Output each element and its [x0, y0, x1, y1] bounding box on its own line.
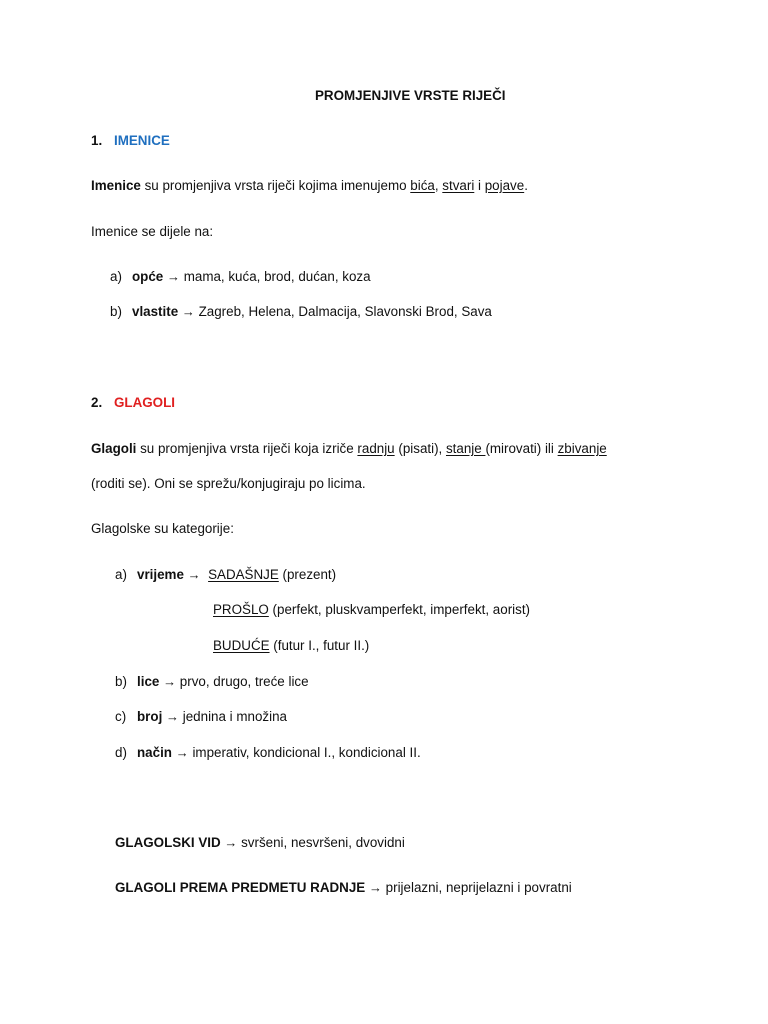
definition-text: su promjenjiva vrsta riječi koja izriče [136, 441, 358, 456]
term: Imenice [91, 178, 141, 193]
item-text: Zagreb, Helena, Dalmacija, Slavonski Brod, Sava [194, 304, 492, 319]
underlined-word: zbivanje [557, 441, 607, 456]
glagoli-prema-predmetu [115, 879, 572, 897]
list-item [110, 303, 492, 321]
term: lice [137, 674, 160, 689]
separator: i [474, 178, 485, 193]
tense-name: SADAŠNJE [208, 567, 279, 582]
underlined-word: radnju [357, 441, 395, 456]
term: vrijeme [137, 567, 184, 582]
arrow-right-icon: → [175, 745, 189, 760]
arrow-right-icon: → [181, 304, 195, 319]
tense-desc: (perfekt, pluskvamperfekt, imperfekt, aorist) [268, 602, 531, 617]
item-text: imperativ, kondicional I., kondicional II. [188, 745, 421, 760]
section-title: GLAGOLI [114, 395, 175, 410]
list-marker: a) [115, 567, 127, 582]
definition-text: su promjenjiva vrsta riječi kojima imenujemo [140, 178, 411, 193]
item-text: mama, kuća, brod, dućan, koza [180, 269, 371, 284]
arrow-right-icon: → [187, 567, 201, 582]
definition-text: (mirovati) ili [485, 441, 558, 456]
term: GLAGOLI PREMA PREDMETU RADNJE [115, 880, 366, 895]
underlined-word: stvari [442, 178, 475, 193]
separator: , [434, 178, 443, 193]
list-item-vrijeme [115, 566, 336, 584]
imenice-divide-text: Imenice se dijele na: [91, 224, 214, 239]
list-item [115, 708, 287, 726]
section-heading-imenice [91, 132, 170, 150]
tense-desc: (futur I., futur II.) [269, 638, 370, 653]
list-item [115, 673, 309, 691]
underlined-word: pojave [484, 178, 525, 193]
list-item [110, 268, 371, 286]
term: način [137, 745, 172, 760]
item-text: prijelazni, neprijelazni i povratni [381, 880, 572, 895]
imenice-definition [91, 177, 528, 195]
underlined-word: bića [410, 178, 435, 193]
separator: . [524, 178, 528, 193]
tense-line [213, 601, 530, 619]
list-marker: b) [115, 674, 127, 689]
item-text: jednina i množina [179, 709, 287, 724]
tense-desc: (prezent) [278, 567, 337, 582]
list-marker: c) [115, 709, 127, 724]
term: GLAGOLSKI VID [115, 835, 221, 850]
list-marker: d) [115, 745, 127, 760]
term: vlastite [132, 304, 179, 319]
section-number: 1. [91, 133, 103, 148]
term: Glagoli [91, 441, 137, 456]
list-item [115, 744, 421, 762]
list-marker: a) [110, 269, 122, 284]
section-title: IMENICE [114, 133, 170, 148]
item-text: svršeni, nesvršeni, dvovidni [237, 835, 405, 850]
list-marker: b) [110, 304, 122, 319]
term: broj [137, 709, 163, 724]
tense-name: PROŠLO [213, 602, 269, 617]
section-number: 2. [91, 395, 103, 410]
page-title: PROMJENJIVE VRSTE RIJEČI [315, 88, 506, 103]
arrow-right-icon: → [368, 880, 382, 895]
tense-name: BUDUĆE [213, 638, 270, 653]
categories-label: Glagolske su kategorije: [91, 521, 234, 536]
glagoli-definition [91, 440, 607, 458]
definition-text: (pisati), [394, 441, 446, 456]
arrow-right-icon: → [166, 709, 180, 724]
arrow-right-icon: → [167, 269, 180, 284]
tense-line [213, 637, 369, 655]
term: opće [132, 269, 164, 284]
glagoli-definition-line2: (roditi se). Oni se sprežu/konjugiraju po licima. [91, 476, 366, 491]
item-text: prvo, drugo, treće lice [176, 674, 309, 689]
underlined-word: stanje [445, 441, 486, 456]
arrow-right-icon: → [224, 835, 238, 850]
arrow-right-icon: → [163, 674, 177, 689]
glagolski-vid [115, 834, 405, 852]
section-heading-glagoli [91, 394, 175, 412]
